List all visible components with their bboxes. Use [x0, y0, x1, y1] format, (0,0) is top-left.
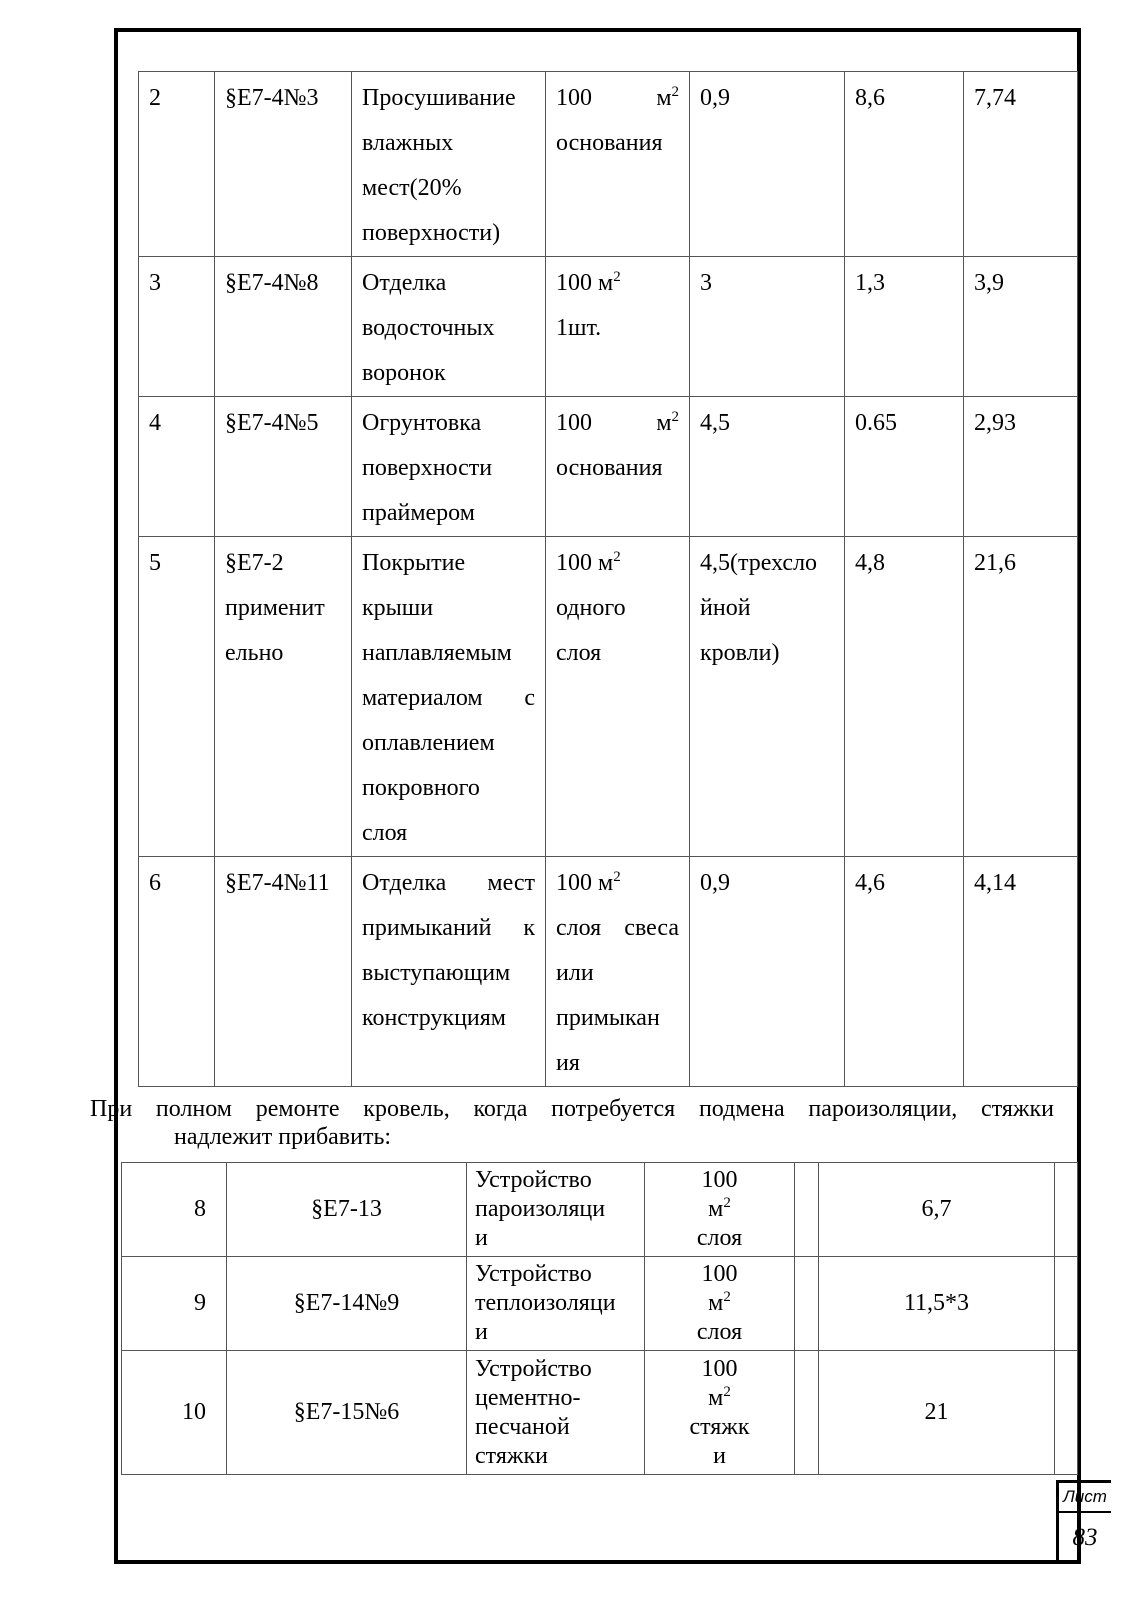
work-name: Отделка мест примыканий к выступающим конструкциям — [352, 857, 546, 1087]
row-number: 8 — [122, 1163, 227, 1257]
total: 7,74 — [964, 72, 1078, 257]
row-number: 2 — [139, 72, 215, 257]
value: 21 — [819, 1351, 1055, 1475]
norm-value: 4,8 — [845, 537, 964, 857]
total: 21,6 — [964, 537, 1078, 857]
empty-cell — [795, 1163, 819, 1257]
quantity: 4,5(трехсло йной кровли) — [690, 537, 845, 857]
quantity: 0,9 — [690, 72, 845, 257]
works-table — [138, 71, 1078, 1087]
work-name: Покрытие крыши наплавляемым материалом с оплавлением покровного слоя — [352, 537, 546, 857]
quantity: 3 — [690, 257, 845, 397]
work-name: Просушивание влажных мест(20% поверхности) — [352, 72, 546, 257]
paragraph-line: надлежит прибавить: — [174, 1124, 392, 1150]
additional-works-table — [121, 1162, 1078, 1475]
work-name: Устройство пароизоляци и — [467, 1163, 645, 1257]
empty-cell — [1055, 1163, 1078, 1257]
table-row — [122, 1257, 1078, 1351]
value: 11,5*3 — [819, 1257, 1055, 1351]
page-number: 83 — [1072, 1524, 1098, 1551]
row-number: 3 — [139, 257, 215, 397]
unit: 100 $м^2$ одного слоя — [546, 537, 690, 857]
norm-code: §Е7-4№5 — [215, 397, 352, 537]
norm-code: §Е7-4№11 — [215, 857, 352, 1087]
table-row — [122, 1163, 1078, 1257]
value: 6,7 — [819, 1163, 1055, 1257]
unit: 100 $м^2$ основания — [546, 72, 690, 257]
norm-code: §Е7-13 — [227, 1163, 467, 1257]
norm-value: 1,3 — [845, 257, 964, 397]
total: 4,14 — [964, 857, 1078, 1087]
table-row — [122, 1351, 1078, 1475]
unit: 100 $м^2$ основания — [546, 397, 690, 537]
table-row — [139, 537, 1078, 857]
norm-code: §Е7-2 применит ельно — [215, 537, 352, 857]
work-name: Отделка водосточных воронок — [352, 257, 546, 397]
unit: 100 $м^2$ слоя — [645, 1257, 795, 1351]
norm-value: 4,6 — [845, 857, 964, 1087]
paragraph-line: При полном ремонте кровель, когда потребуется подмена пароизоляции, стяжки — [90, 1096, 1054, 1122]
unit: 100 $м^2$ стяжк и — [645, 1351, 795, 1475]
work-name: Огрунтовка поверхности праймером — [352, 397, 546, 537]
body-paragraph — [90, 1095, 1070, 1151]
norm-value: 8,6 — [845, 72, 964, 257]
sheet-label: Лист — [1059, 1483, 1111, 1513]
row-number: 10 — [122, 1351, 227, 1475]
quantity: 0,9 — [690, 857, 845, 1087]
empty-cell — [1055, 1351, 1078, 1475]
empty-cell — [795, 1351, 819, 1475]
total: 3,9 — [964, 257, 1078, 397]
unit: 100 $м^2$ слоя свеса или примыкан ия — [546, 857, 690, 1087]
empty-cell — [795, 1257, 819, 1351]
sheet-stamp — [1056, 1480, 1111, 1564]
work-name: Устройство цементно- песчаной стяжки — [467, 1351, 645, 1475]
norm-code: §Е7-4№8 — [215, 257, 352, 397]
norm-code: §Е7-4№3 — [215, 72, 352, 257]
empty-cell — [1055, 1257, 1078, 1351]
table-row — [139, 397, 1078, 537]
total: 2,93 — [964, 397, 1078, 537]
unit: 100 $м^2$ 1шт. — [546, 257, 690, 397]
norm-code: §Е7-15№6 — [227, 1351, 467, 1475]
unit: 100 $м^2$ слоя — [645, 1163, 795, 1257]
table-row — [139, 72, 1078, 257]
quantity: 4,5 — [690, 397, 845, 537]
row-number: 6 — [139, 857, 215, 1087]
table-row — [139, 857, 1078, 1087]
norm-value: 0.65 — [845, 397, 964, 537]
row-number: 4 — [139, 397, 215, 537]
row-number: 5 — [139, 537, 215, 857]
row-number: 9 — [122, 1257, 227, 1351]
table-row — [139, 257, 1078, 397]
norm-code: §Е7-14№9 — [227, 1257, 467, 1351]
work-name: Устройство теплоизоляци и — [467, 1257, 645, 1351]
